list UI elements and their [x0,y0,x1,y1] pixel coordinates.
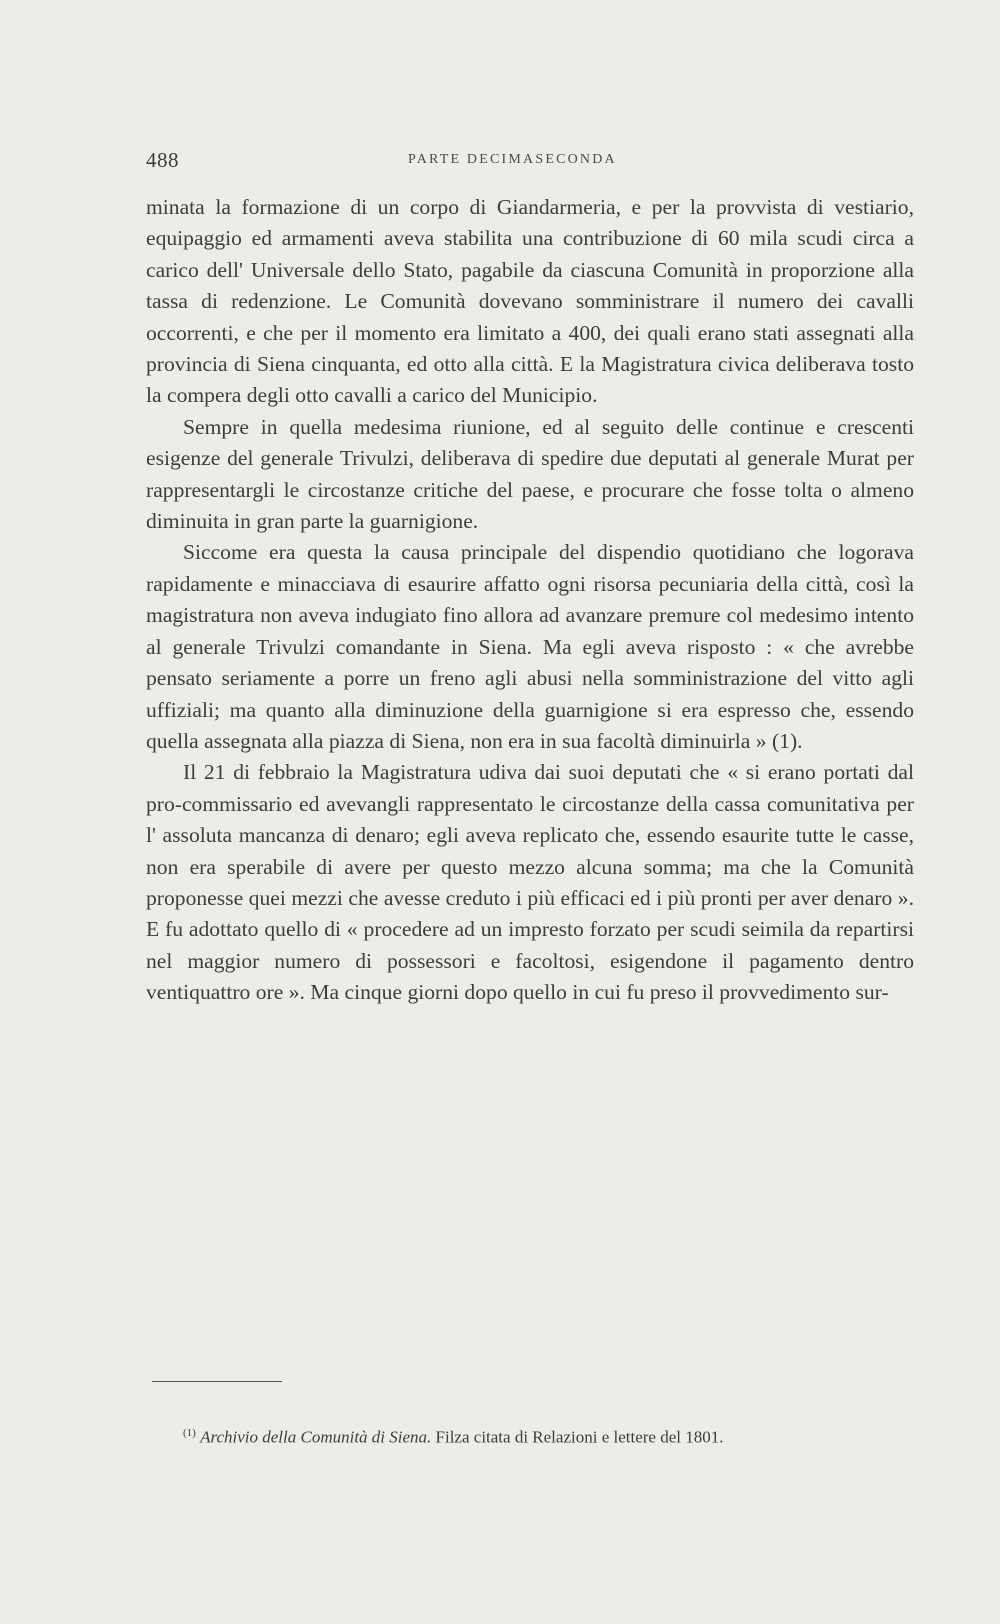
footnote-source: Archivio della Comunità di Siena. [200,1427,432,1447]
page-number: 488 [146,148,179,172]
paragraph-3-text: Siccome era questa la causa principale del dispendio quotidiano che logorava rapidamente e minacciava di esaurire affatto ogni risorsa pecuniaria della città, così la magistratura non aveva indugiato fino allora ad avanzare premure col medesimo intento al generale Trivulzi comandante in Siena. Ma egli aveva risposto : « che avrebbe pensato seriamente a porre un freno agli abusi nella somministrazione del vitto agli uffiziali; ma quanto alla diminuzione della guarnigione si era espresso che, essendo quella assegnata alla piazza di Siena, non era in sua facoltà diminuirla » [146,540,914,753]
footnote-text: Filza citata di Relazioni e lettere del 1801. [435,1427,724,1447]
running-title: PARTE DECIMASECONDA [408,152,617,167]
footnote-marker: (1) [183,1427,196,1439]
footnote-reference: (1). [771,728,803,753]
paragraph-1: minata la formazione di un corpo di Giandarmeria, e per la provvista di vestiario, equipaggio ed armamenti aveva stabilita una contribuzione di 60 mila scudi circa a carico dell' Universale dello Stato, pagabile da ciascuna Comunità in proporzione alla tassa di redenzione. Le Comunità dovevano somministrare il numero dei cavalli occorrenti, e che per il momento era limitato a 400, dei quali erano stati assegnati alla provincia di Siena cinquanta, ed otto alla città. E la Magistratura civica deliberava tosto la compera degli otto cavalli a carico del Municipio. [146,195,914,408]
footnote [183,1422,923,1449]
main-text [146,192,914,1009]
page-header [146,148,916,178]
paragraph-2: Sempre in quella medesima riunione, ed al seguito delle continue e crescenti esigenze del generale Trivulzi, deliberava di spedire due deputati al generale Murat per rappresentargli le circostanze critiche del paese, e procurare che fosse tolta o almeno diminuita in gran parte la guarnigione. [146,414,914,534]
paragraph-4: Il 21 di febbraio la Magistratura udiva dai suoi deputati che « si erano portati dal pro-commissario ed avevangli rappresentato le circostanze della cassa comunitativa per l' assoluta mancanza di denaro; egli aveva replicato che, essendo esaurite tutte le casse, non era sperabile di avere per questo mezzo alcuna somma; ma che la Comunità proponesse quei mezzi che avesse creduto i più efficaci ed i più pronti per aver denaro ». E fu adottato quello di « procedere ad un impresto forzato per scudi seimila da repartirsi nel maggior numero di possessori e facoltosi, esigendone il pagamento dentro ventiquattro ore ». Ma cinque giorni dopo quello in cui fu preso il provvedimento sur- [146,760,914,1005]
paragraph-3 [146,537,914,757]
footnote-divider [152,1381,282,1382]
